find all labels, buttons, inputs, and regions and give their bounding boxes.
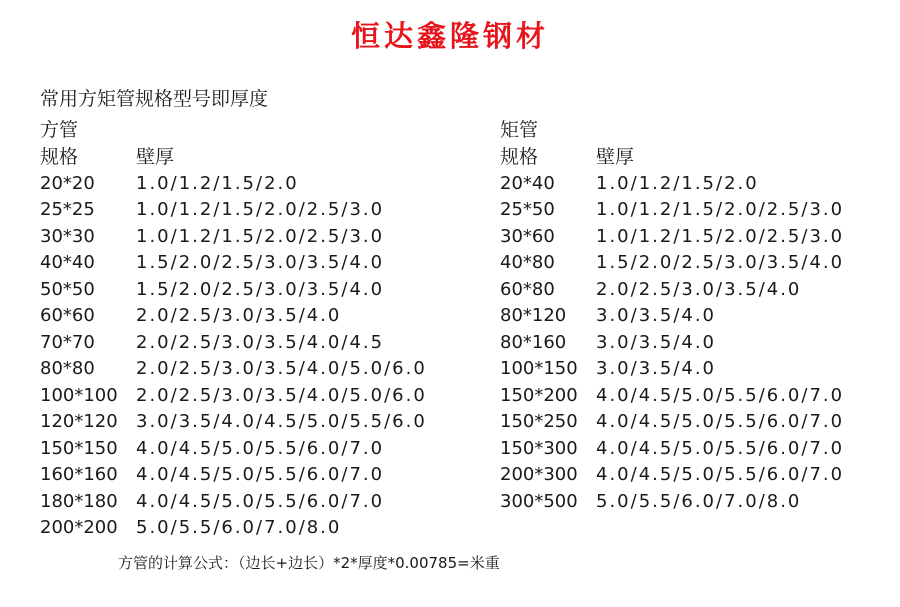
rect-tube-row [500, 356, 717, 383]
rect-tube-row [500, 171, 759, 198]
rect-tube-size: 150*200 [500, 384, 578, 406]
rect-tube-size: 25*50 [500, 199, 555, 220]
rect-tube-size: 150*250 [500, 411, 578, 432]
rect-tube-rows [500, 171, 845, 516]
square-tube-size: 150*150 [40, 437, 118, 459]
square-tube-thickness: 3.0/3.5/4.0/4.5/5.0/5.5/6.0 [136, 411, 427, 432]
rect-tube-row [500, 436, 845, 463]
rect-tube-size: 300*500 [500, 490, 578, 512]
rect-tube-thickness: 1.0/1.2/1.5/2.0 [596, 172, 759, 194]
square-tube-rows [40, 171, 427, 542]
rect-tube-thickness: 2.0/2.5/3.0/3.5/4.0 [596, 278, 802, 300]
square-tube-thickness: 1.5/2.0/2.5/3.0/3.5/4.0 [136, 278, 385, 300]
rect-tube-size: 20*40 [500, 172, 555, 194]
square-tube-heading: 方管 [40, 119, 79, 141]
rect-tube-thickness: 4.0/4.5/5.0/5.5/6.0/7.0 [596, 464, 845, 485]
square-tube-thickness: 1.5/2.0/2.5/3.0/3.5/4.0 [136, 252, 385, 273]
square-tube-thickness: 4.0/4.5/5.0/5.5/6.0/7.0 [136, 437, 385, 459]
square-tube-size: 30*30 [40, 225, 95, 247]
square-tube-row [40, 462, 385, 489]
square-tube-row [40, 409, 427, 436]
rect-tube-header-row [500, 144, 635, 171]
rect-tube-thickness: 4.0/4.5/5.0/5.5/6.0/7.0 [596, 437, 845, 459]
square-tube-thickness: 2.0/2.5/3.0/3.5/4.0/5.0/6.0 [136, 384, 427, 406]
square-tube-row [40, 250, 385, 277]
square-tube-row [40, 330, 385, 357]
square-tube-thickness: 2.0/2.5/3.0/3.5/4.0/4.5 [136, 331, 385, 353]
square-tube-row [40, 436, 385, 463]
square-thickness-header: 壁厚 [136, 146, 175, 168]
weight-formula: 方管的计算公式：（边长+边长）*2*厚度*0.00785=米重 [118, 554, 500, 572]
square-tube-row [40, 171, 299, 198]
square-tube-thickness: 2.0/2.5/3.0/3.5/4.0 [136, 305, 342, 326]
page-subtitle: 常用方矩管规格型号即厚度 [40, 88, 269, 110]
rect-tube-size: 60*80 [500, 278, 555, 300]
page-title: 恒达鑫隆钢材 [350, 19, 549, 53]
rect-tube-row [500, 489, 802, 516]
square-tube-thickness: 4.0/4.5/5.0/5.5/6.0/7.0 [136, 490, 385, 512]
square-tube-thickness: 4.0/4.5/5.0/5.5/6.0/7.0 [136, 464, 385, 485]
rect-tube-thickness: 4.0/4.5/5.0/5.5/6.0/7.0 [596, 411, 845, 432]
rect-tube-row [500, 277, 802, 304]
square-tube-size: 160*160 [40, 464, 118, 485]
rect-tube-row [500, 303, 717, 330]
square-tube-row [40, 197, 385, 224]
rect-size-header: 规格 [500, 146, 539, 168]
square-tube-thickness: 1.0/1.2/1.5/2.0/2.5/3.0 [136, 225, 385, 247]
rect-tube-size: 80*120 [500, 305, 567, 326]
rect-tube-thickness: 1.0/1.2/1.5/2.0/2.5/3.0 [596, 225, 845, 247]
rect-tube-thickness: 3.0/3.5/4.0 [596, 305, 717, 326]
rect-tube-thickness: 1.5/2.0/2.5/3.0/3.5/4.0 [596, 252, 845, 273]
square-tube-size: 60*60 [40, 305, 95, 326]
square-tube-size: 100*100 [40, 384, 118, 406]
square-tube-thickness: 2.0/2.5/3.0/3.5/4.0/5.0/6.0 [136, 358, 427, 379]
rect-tube-size: 30*60 [500, 225, 555, 247]
rect-tube-thickness: 3.0/3.5/4.0 [596, 331, 717, 353]
rect-tube-row [500, 409, 845, 436]
square-tube-table [40, 116, 427, 542]
rect-tube-size: 200*300 [500, 464, 578, 485]
rect-tube-table [500, 116, 845, 515]
rect-tube-row [500, 197, 845, 224]
rect-tube-row [500, 383, 845, 410]
square-tube-size: 120*120 [40, 411, 118, 432]
square-tube-size: 80*80 [40, 358, 95, 379]
rect-tube-thickness: 4.0/4.5/5.0/5.5/6.0/7.0 [596, 384, 845, 406]
square-tube-thickness: 5.0/5.5/6.0/7.0/8.0 [136, 517, 342, 538]
square-tube-row [40, 277, 385, 304]
square-tube-size: 70*70 [40, 331, 95, 353]
square-size-header: 规格 [40, 146, 79, 168]
square-tube-size: 200*200 [40, 517, 118, 538]
square-tube-row [40, 383, 427, 410]
square-tube-row [40, 489, 385, 516]
square-tube-size: 40*40 [40, 252, 95, 273]
rect-tube-size: 80*160 [500, 331, 567, 353]
rect-tube-row [500, 250, 845, 277]
rect-tube-heading: 矩管 [500, 119, 539, 141]
rect-tube-size: 100*150 [500, 358, 578, 379]
square-tube-thickness: 1.0/1.2/1.5/2.0 [136, 172, 299, 194]
rect-tube-row [500, 330, 717, 357]
rect-tube-thickness: 1.0/1.2/1.5/2.0/2.5/3.0 [596, 199, 845, 220]
square-tube-size: 20*20 [40, 172, 95, 194]
square-tube-thickness: 1.0/1.2/1.5/2.0/2.5/3.0 [136, 199, 385, 220]
square-tube-header-row [40, 144, 175, 171]
rect-tube-size: 150*300 [500, 437, 578, 459]
rect-thickness-header: 壁厚 [596, 146, 635, 168]
square-tube-row [40, 303, 342, 330]
square-tube-size: 180*180 [40, 490, 118, 512]
rect-tube-thickness: 3.0/3.5/4.0 [596, 358, 717, 379]
rect-tube-row [500, 224, 845, 251]
rect-tube-row [500, 462, 845, 489]
square-tube-size: 50*50 [40, 278, 95, 300]
rect-tube-thickness: 5.0/5.5/6.0/7.0/8.0 [596, 490, 802, 512]
square-tube-size: 25*25 [40, 199, 95, 220]
square-tube-row [40, 356, 427, 383]
rect-tube-size: 40*80 [500, 252, 555, 273]
square-tube-row [40, 224, 385, 251]
square-tube-row [40, 515, 342, 542]
